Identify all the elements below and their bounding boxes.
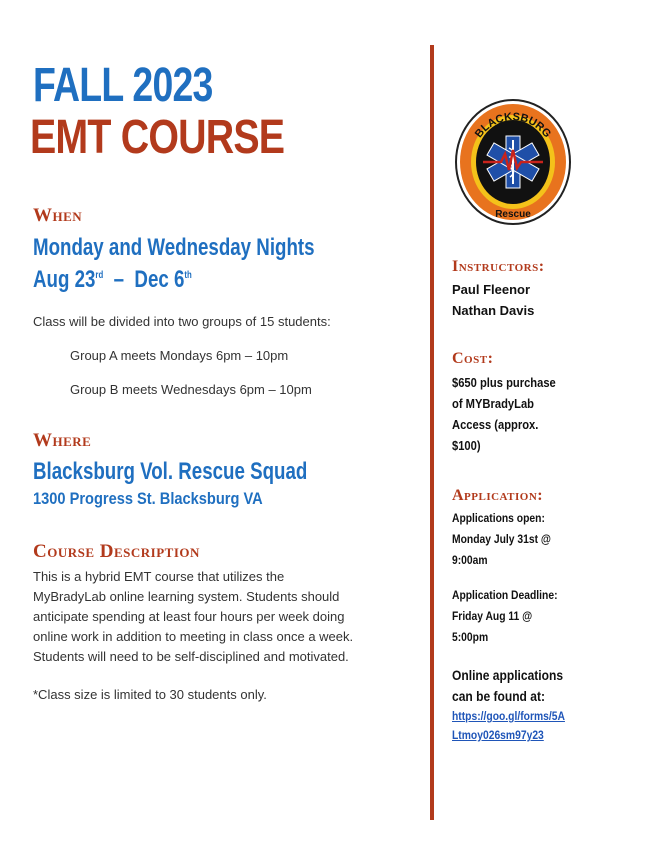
title-fall-2023: FALL 2023 [33, 59, 213, 112]
where-name: Blacksburg Vol. Rescue Squad [33, 458, 308, 485]
application-deadline-line: Application Deadline: [452, 588, 558, 602]
application-open-line: 9:00am [452, 553, 488, 567]
instructors-heading: Instructors: [452, 258, 545, 275]
application-deadline-line: 5:00pm [452, 630, 489, 644]
online-applications [452, 665, 581, 707]
class-size-note: *Class size is limited to 30 students only. [33, 687, 267, 702]
dates-end-suffix: th [184, 270, 192, 281]
description-line: Students will need to be self-disciplined and motivated. [33, 649, 349, 664]
application-open-line: Applications open: [452, 511, 545, 525]
column-divider [430, 45, 434, 820]
cost-line: Access (approx. [452, 417, 539, 432]
description-heading: Course Description [33, 541, 200, 562]
application-link-line[interactable]: https://goo.gl/forms/5A [452, 709, 565, 723]
description-line: MyBradyLab online learning system. Students should [33, 589, 340, 604]
cost-line: $650 plus purchase [452, 375, 556, 390]
description-line: This is a hybrid EMT course that utilizes the [33, 569, 285, 584]
application-link[interactable] [452, 707, 583, 745]
application-deadline-line: Friday Aug 11 @ [452, 609, 533, 623]
cost-line: $100) [452, 438, 481, 453]
instructor-name: Nathan Davis [452, 303, 535, 318]
application-heading: Application: [452, 487, 544, 504]
logo-top-text: BLACKSBURG [472, 110, 554, 141]
description-line: anticipate spending at least four hours per week doing [33, 609, 345, 624]
title-emt-course: EMT COURSE [30, 111, 285, 164]
logo-bottom-text: Rescue [495, 209, 531, 220]
dates-start: Aug 23 [33, 266, 96, 293]
star-of-life-icon [453, 97, 573, 227]
groups-intro: Class will be divided into two groups of 15 students: [33, 314, 331, 329]
application-link-line[interactable]: Ltmoy026sm97y23 [452, 728, 544, 742]
group-a: Group A meets Mondays 6pm – 10pm [70, 348, 289, 363]
online-line: can be found at: [452, 688, 545, 704]
dates-end: – Dec 6 [103, 266, 185, 293]
where-heading: Where [33, 430, 92, 451]
dates-start-suffix: rd [95, 270, 104, 281]
application-open [452, 508, 567, 571]
application-open-line: Monday July 31st @ [452, 532, 551, 546]
description-body [33, 567, 418, 667]
group-b: Group B meets Wednesdays 6pm – 10pm [70, 382, 312, 397]
description-line: online work in addition to meeting in class once a week. [33, 629, 354, 644]
online-line: Online applications [452, 667, 564, 683]
cost-details [452, 372, 573, 456]
when-dates [33, 266, 192, 294]
cost-line: of MYBradyLab [452, 396, 534, 411]
instructor-name: Paul Fleenor [452, 282, 531, 297]
application-deadline [452, 585, 575, 648]
where-address: 1300 Progress St. Blacksburg VA [33, 489, 263, 508]
when-heading: When [33, 205, 83, 226]
rescue-squad-logo [453, 97, 573, 227]
when-days: Monday and Wednesday Nights [33, 234, 315, 261]
cost-heading: Cost: [452, 350, 494, 367]
